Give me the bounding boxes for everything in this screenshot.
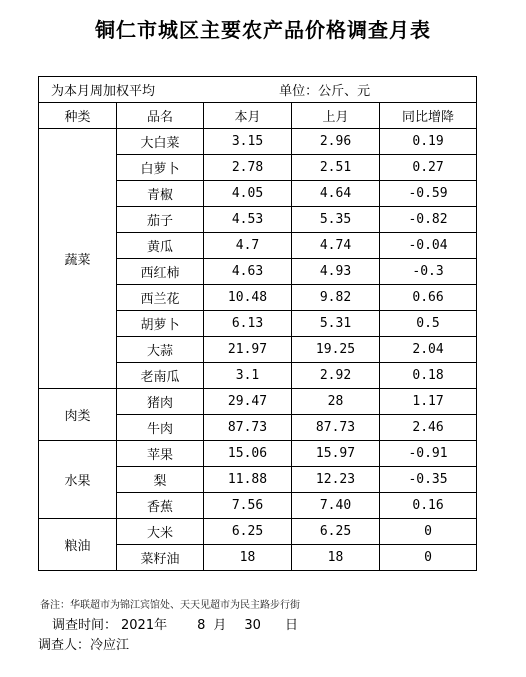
survey-month-unit: 月 bbox=[213, 618, 227, 633]
item-name-cell: 青椒 bbox=[117, 181, 204, 207]
header-row bbox=[39, 103, 477, 129]
item-name-cell: 胡萝卜 bbox=[117, 311, 204, 337]
previous-price-cell: 7.40 bbox=[292, 493, 380, 519]
previous-price-cell: 28 bbox=[292, 389, 380, 415]
previous-price-cell: 15.97 bbox=[292, 441, 380, 467]
change-cell: 0.5 bbox=[380, 311, 477, 337]
header-previous-month: 上月 bbox=[292, 103, 380, 129]
price-table bbox=[38, 76, 477, 571]
current-price-cell: 21.97 bbox=[204, 337, 292, 363]
survey-time bbox=[52, 614, 298, 633]
item-name-cell: 猪肉 bbox=[117, 389, 204, 415]
previous-price-cell: 87.73 bbox=[292, 415, 380, 441]
previous-price-cell: 18 bbox=[292, 545, 380, 571]
current-price-cell: 11.88 bbox=[204, 467, 292, 493]
item-name-cell: 苹果 bbox=[117, 441, 204, 467]
previous-price-cell: 2.51 bbox=[292, 155, 380, 181]
previous-price-cell: 4.74 bbox=[292, 233, 380, 259]
remark-note: 备注：华联超市为锦江宾馆处、天天见超市为民主路步行街 bbox=[40, 600, 300, 611]
category-cell: 水果 bbox=[39, 441, 117, 519]
survey-time-label: 调查时间： bbox=[52, 618, 118, 633]
survey-day-unit: 日 bbox=[284, 618, 298, 633]
current-price-cell: 87.73 bbox=[204, 415, 292, 441]
category-cell: 粮油 bbox=[39, 519, 117, 571]
current-price-cell: 3.15 bbox=[204, 129, 292, 155]
previous-price-cell: 4.93 bbox=[292, 259, 380, 285]
item-name-cell: 老南瓜 bbox=[117, 363, 204, 389]
change-cell: 2.46 bbox=[380, 415, 477, 441]
current-price-cell: 4.63 bbox=[204, 259, 292, 285]
weighted-average-note: 为本月周加权平均 bbox=[51, 84, 156, 99]
previous-price-cell: 2.96 bbox=[292, 129, 380, 155]
change-cell: -0.59 bbox=[380, 181, 477, 207]
change-cell: 0.19 bbox=[380, 129, 477, 155]
change-cell: 0 bbox=[380, 519, 477, 545]
previous-price-cell: 4.64 bbox=[292, 181, 380, 207]
current-price-cell: 6.25 bbox=[204, 519, 292, 545]
change-cell: -0.04 bbox=[380, 233, 477, 259]
survey-year: 2021年 bbox=[121, 618, 168, 633]
surveyor: 调查人：冷应江 bbox=[38, 638, 130, 653]
header-category: 种类 bbox=[39, 103, 117, 129]
previous-price-cell: 2.92 bbox=[292, 363, 380, 389]
previous-price-cell: 6.25 bbox=[292, 519, 380, 545]
current-price-cell: 10.48 bbox=[204, 285, 292, 311]
change-cell: 0.66 bbox=[380, 285, 477, 311]
previous-price-cell: 19.25 bbox=[292, 337, 380, 363]
item-name-cell: 梨 bbox=[117, 467, 204, 493]
change-cell: 0.16 bbox=[380, 493, 477, 519]
change-cell: -0.35 bbox=[380, 467, 477, 493]
change-cell: 0.27 bbox=[380, 155, 477, 181]
survey-day: 30 bbox=[244, 618, 261, 633]
change-cell: -0.82 bbox=[380, 207, 477, 233]
page-title: 铜仁市城区主要农产品价格调查月表 bbox=[95, 18, 431, 42]
change-cell: 0 bbox=[380, 545, 477, 571]
item-name-cell: 大蒜 bbox=[117, 337, 204, 363]
item-name-cell: 白萝卜 bbox=[117, 155, 204, 181]
table-row bbox=[39, 389, 477, 415]
current-price-cell: 29.47 bbox=[204, 389, 292, 415]
previous-price-cell: 5.31 bbox=[292, 311, 380, 337]
previous-price-cell: 9.82 bbox=[292, 285, 380, 311]
survey-month: 8 bbox=[197, 618, 206, 633]
unit-note: 单位：公斤、元 bbox=[279, 84, 371, 99]
current-price-cell: 18 bbox=[204, 545, 292, 571]
header-change: 同比增降 bbox=[380, 103, 477, 129]
change-cell: 1.17 bbox=[380, 389, 477, 415]
change-cell: -0.91 bbox=[380, 441, 477, 467]
current-price-cell: 15.06 bbox=[204, 441, 292, 467]
current-price-cell: 2.78 bbox=[204, 155, 292, 181]
category-cell: 肉类 bbox=[39, 389, 117, 441]
current-price-cell: 4.53 bbox=[204, 207, 292, 233]
category-cell: 蔬菜 bbox=[39, 129, 117, 389]
current-price-cell: 4.7 bbox=[204, 233, 292, 259]
previous-price-cell: 12.23 bbox=[292, 467, 380, 493]
table-row bbox=[39, 519, 477, 545]
change-cell: -0.3 bbox=[380, 259, 477, 285]
item-name-cell: 香蕉 bbox=[117, 493, 204, 519]
item-name-cell: 大米 bbox=[117, 519, 204, 545]
change-cell: 2.04 bbox=[380, 337, 477, 363]
current-price-cell: 4.05 bbox=[204, 181, 292, 207]
item-name-cell: 牛肉 bbox=[117, 415, 204, 441]
previous-price-cell: 5.35 bbox=[292, 207, 380, 233]
change-cell: 0.18 bbox=[380, 363, 477, 389]
table-row bbox=[39, 441, 477, 467]
item-name-cell: 茄子 bbox=[117, 207, 204, 233]
meta-row bbox=[39, 77, 477, 103]
item-name-cell: 西红柿 bbox=[117, 259, 204, 285]
item-name-cell: 黄瓜 bbox=[117, 233, 204, 259]
table-row bbox=[39, 129, 477, 155]
meta-cell bbox=[39, 77, 477, 103]
header-current-month: 本月 bbox=[204, 103, 292, 129]
current-price-cell: 3.1 bbox=[204, 363, 292, 389]
current-price-cell: 7.56 bbox=[204, 493, 292, 519]
current-price-cell: 6.13 bbox=[204, 311, 292, 337]
header-item: 品名 bbox=[117, 103, 204, 129]
item-name-cell: 西兰花 bbox=[117, 285, 204, 311]
item-name-cell: 大白菜 bbox=[117, 129, 204, 155]
item-name-cell: 菜籽油 bbox=[117, 545, 204, 571]
